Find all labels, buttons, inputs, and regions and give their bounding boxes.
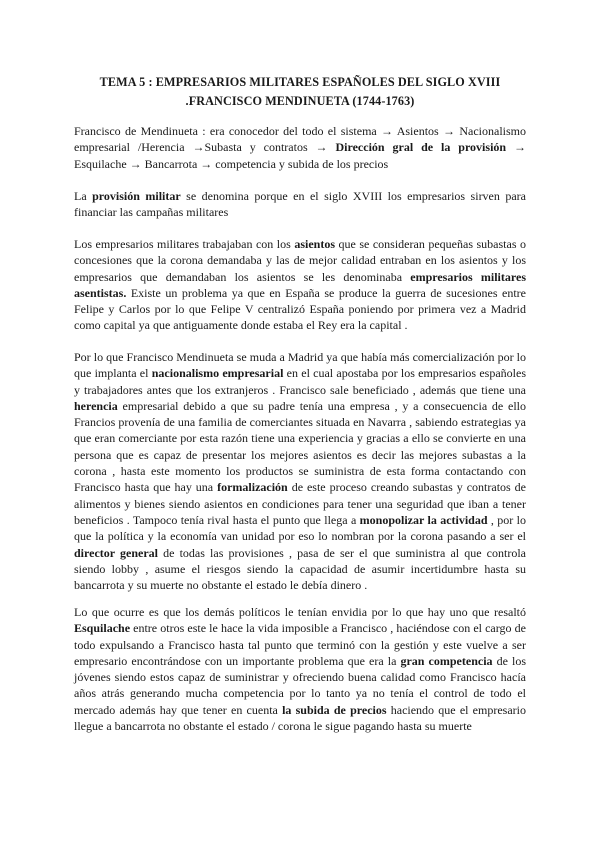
paragraph-text: de los jóvenes siendo estos capaz de suministrar y ofreciendo buena calidad como Francisco hacía años atrás generando mucha competencia por lo tanto ya no tenía el control de todo el mercado además hay que tener en cuenta: [74, 653, 526, 717]
paragraph-text: Francisco de Mendinueta : era conocedor del todo el sistema → Asientos → Nacionalismo empresarial /Herencia →Subasta y contratos →: [74, 124, 526, 155]
paragraph-text: que se consideran pequeñas subastas o concesiones que la corona demandaba y las de mejor calidad entraban en los asientos y los empresarios que demandaban los asientos se les denominaba: [74, 237, 527, 284]
bold-term: empresarios militares asentistas.: [74, 269, 526, 300]
paragraph-text: Existe un problema ya que en España se produce la guerra de sucesiones entre Felipe y Carlos por lo que Felipe V centralizó España poniendo por primera vez a Madrid como capital ya que antiguamente donde estaba el Rey era la capital .: [74, 285, 526, 333]
paragraph-asientos: [74, 236, 526, 334]
bold-term: Esquilache: [74, 621, 131, 636]
paragraph-provision: [74, 188, 526, 221]
paragraph-esquilache: [74, 604, 526, 734]
bold-term: asientos: [294, 237, 335, 251]
paragraph-text: entre otros este le hace la vida imposible a Francisco , haciéndose con el cargo de todo expulsando a Francisco hasta tal punto que terminó con la gestión y este vuelve a ser empresario encontrándose con un importante problema que era la: [74, 621, 526, 668]
paragraph-text: La: [74, 189, 93, 203]
document-subtitle: .FRANCISCO MENDINUETA (1744-1763): [185, 94, 415, 108]
paragraph-text: Los empresarios militares trabajaban con los: [74, 237, 295, 251]
bold-term: director general: [74, 545, 158, 560]
bold-term: formalización: [217, 480, 288, 495]
paragraph-text: se denomina porque en el siglo XVIII los empresarios sirven para financiar las campañas militares: [74, 189, 526, 220]
bold-term: la subida de precios: [282, 702, 387, 717]
paragraph-text: haciendo que el empresario llegue a bancarrota no obstante el estado / corona le sigue pagando hasta su muerte: [74, 702, 526, 734]
paragraph-text: Por lo que Francisco Mendinueta se muda a Madrid ya que había más comercialización por lo que implanta el: [74, 350, 526, 381]
paragraph-text: Lo que ocurre es que los demás políticos le tenían envidia por lo que hay uno que resaltó: [74, 605, 526, 619]
paragraph-madrid: [74, 349, 526, 593]
paragraph-text: → Esquilache → Bancarrota → competencia y subida de los precios: [74, 140, 527, 171]
paragraph-text: , por lo que la política y la economía van unidad por eso lo nombran por la corona pasando a ser el: [74, 512, 526, 544]
bold-term: monopolizar la actividad: [359, 512, 488, 527]
paragraph-text: en el cual apostaba por los empresarios españoles y trabajadores antes que los extranjeros . Francisco sale beneficiado , además que tiene una: [74, 366, 526, 397]
bold-term: nacionalismo empresarial: [151, 366, 284, 381]
bold-term: Dirección gral de la provisión: [335, 140, 507, 155]
document-title: TEMA 5 : EMPRESARIOS MILITARES ESPAÑOLES DEL SIGLO XVIII: [99, 75, 501, 89]
paragraph-text: de este proceso creando subastas y contratos de alimentos y bienes siendo asientos en condiciones para tener una seguridad que iban a tener beneficios . Tampoco tenía rival hasta el punto que llega a: [74, 480, 526, 527]
paragraph-text: de todas las provisiones , pasa de ser el que suministra al que controla siendo lobby , asume el riesgos siendo la capacidad de asumir incertidumbre hasta su bancarrota y su muerte no obstante el estado le debía dinero .: [74, 545, 526, 593]
paragraph-text: empresarial debido a que su padre tenía una empresa , y a consecuencia de ello Francios provenía de una familia de comerciantes situada en Navarra , sabiendo estrategias ya que eran comerciante por esta razón tiene una experiencia y gracias a ello se convierte en una persona que es capaz de presentar los mejores asientos es decir las mejores subastas a la corona , hasta este momento los productos se suministra de esta forma contactando con Francisco hasta que hay una: [74, 398, 526, 495]
paragraph-summary: [74, 123, 526, 172]
bold-term: gran competencia: [400, 653, 493, 668]
bold-term: provisión militar: [92, 189, 181, 203]
bold-term: herencia: [74, 398, 118, 413]
